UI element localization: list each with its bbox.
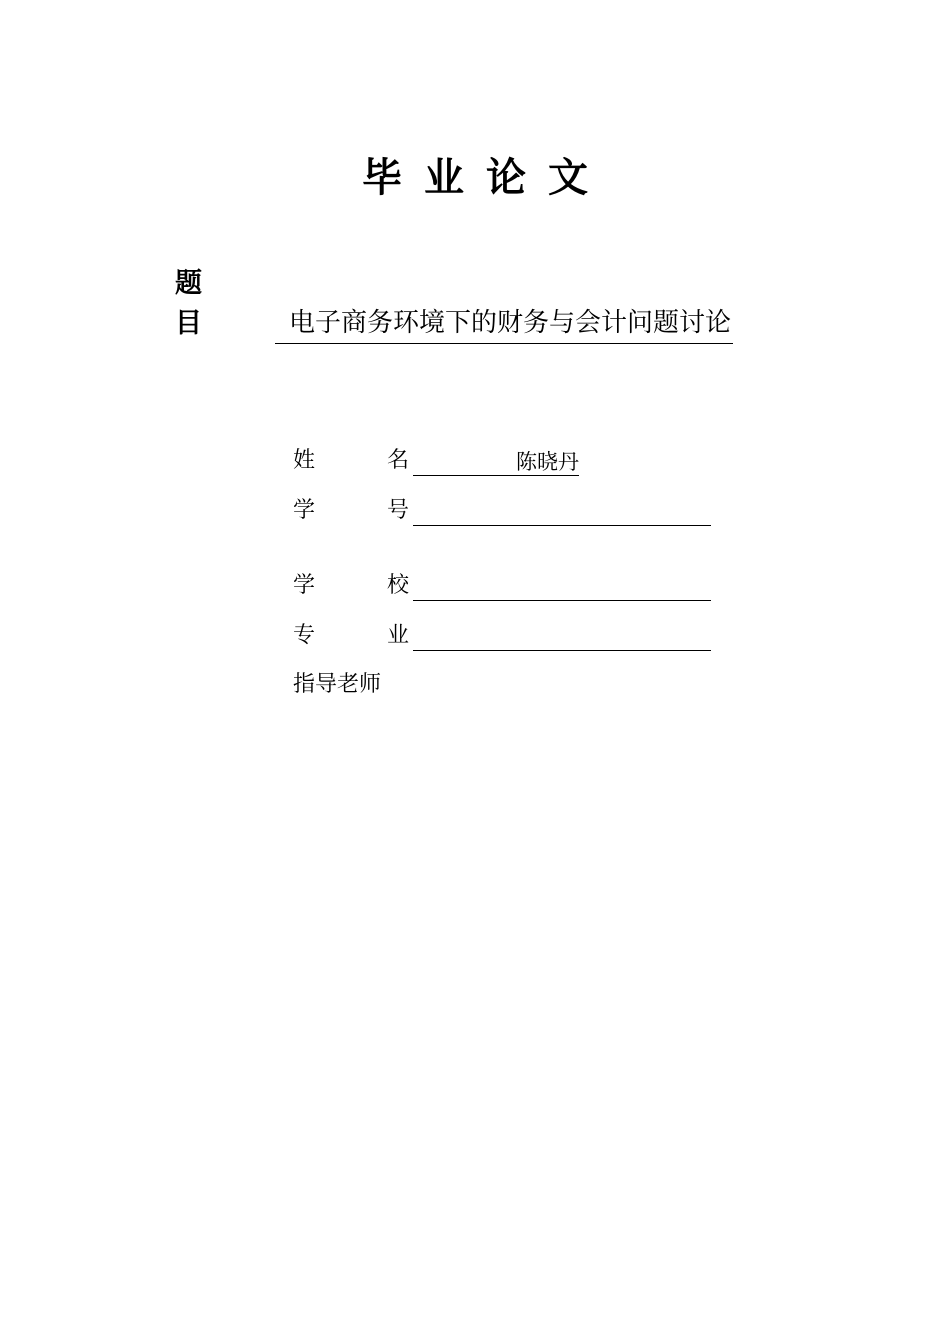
student-id-field-row <box>293 496 711 526</box>
student-id-value <box>413 499 711 526</box>
topic-row <box>175 268 733 344</box>
major-value <box>413 624 711 651</box>
major-field-row <box>293 621 711 651</box>
school-field-row <box>293 571 711 601</box>
student-id-label: 学 号 <box>293 498 409 523</box>
document-title: 毕业论文 <box>362 155 610 201</box>
topic-value: 电子商务环境下的财务与会计问题讨论 <box>275 303 733 344</box>
advisor-label: 指导老师 <box>293 672 382 697</box>
name-field-row <box>293 446 579 476</box>
name-value: 陈晓丹 <box>413 449 579 476</box>
topic-label: 题目 <box>175 268 230 339</box>
advisor-field-row <box>293 670 381 700</box>
school-value <box>413 574 711 601</box>
major-label: 专 业 <box>293 623 409 648</box>
name-label: 姓 名 <box>293 448 409 473</box>
school-label: 学 校 <box>293 573 409 598</box>
